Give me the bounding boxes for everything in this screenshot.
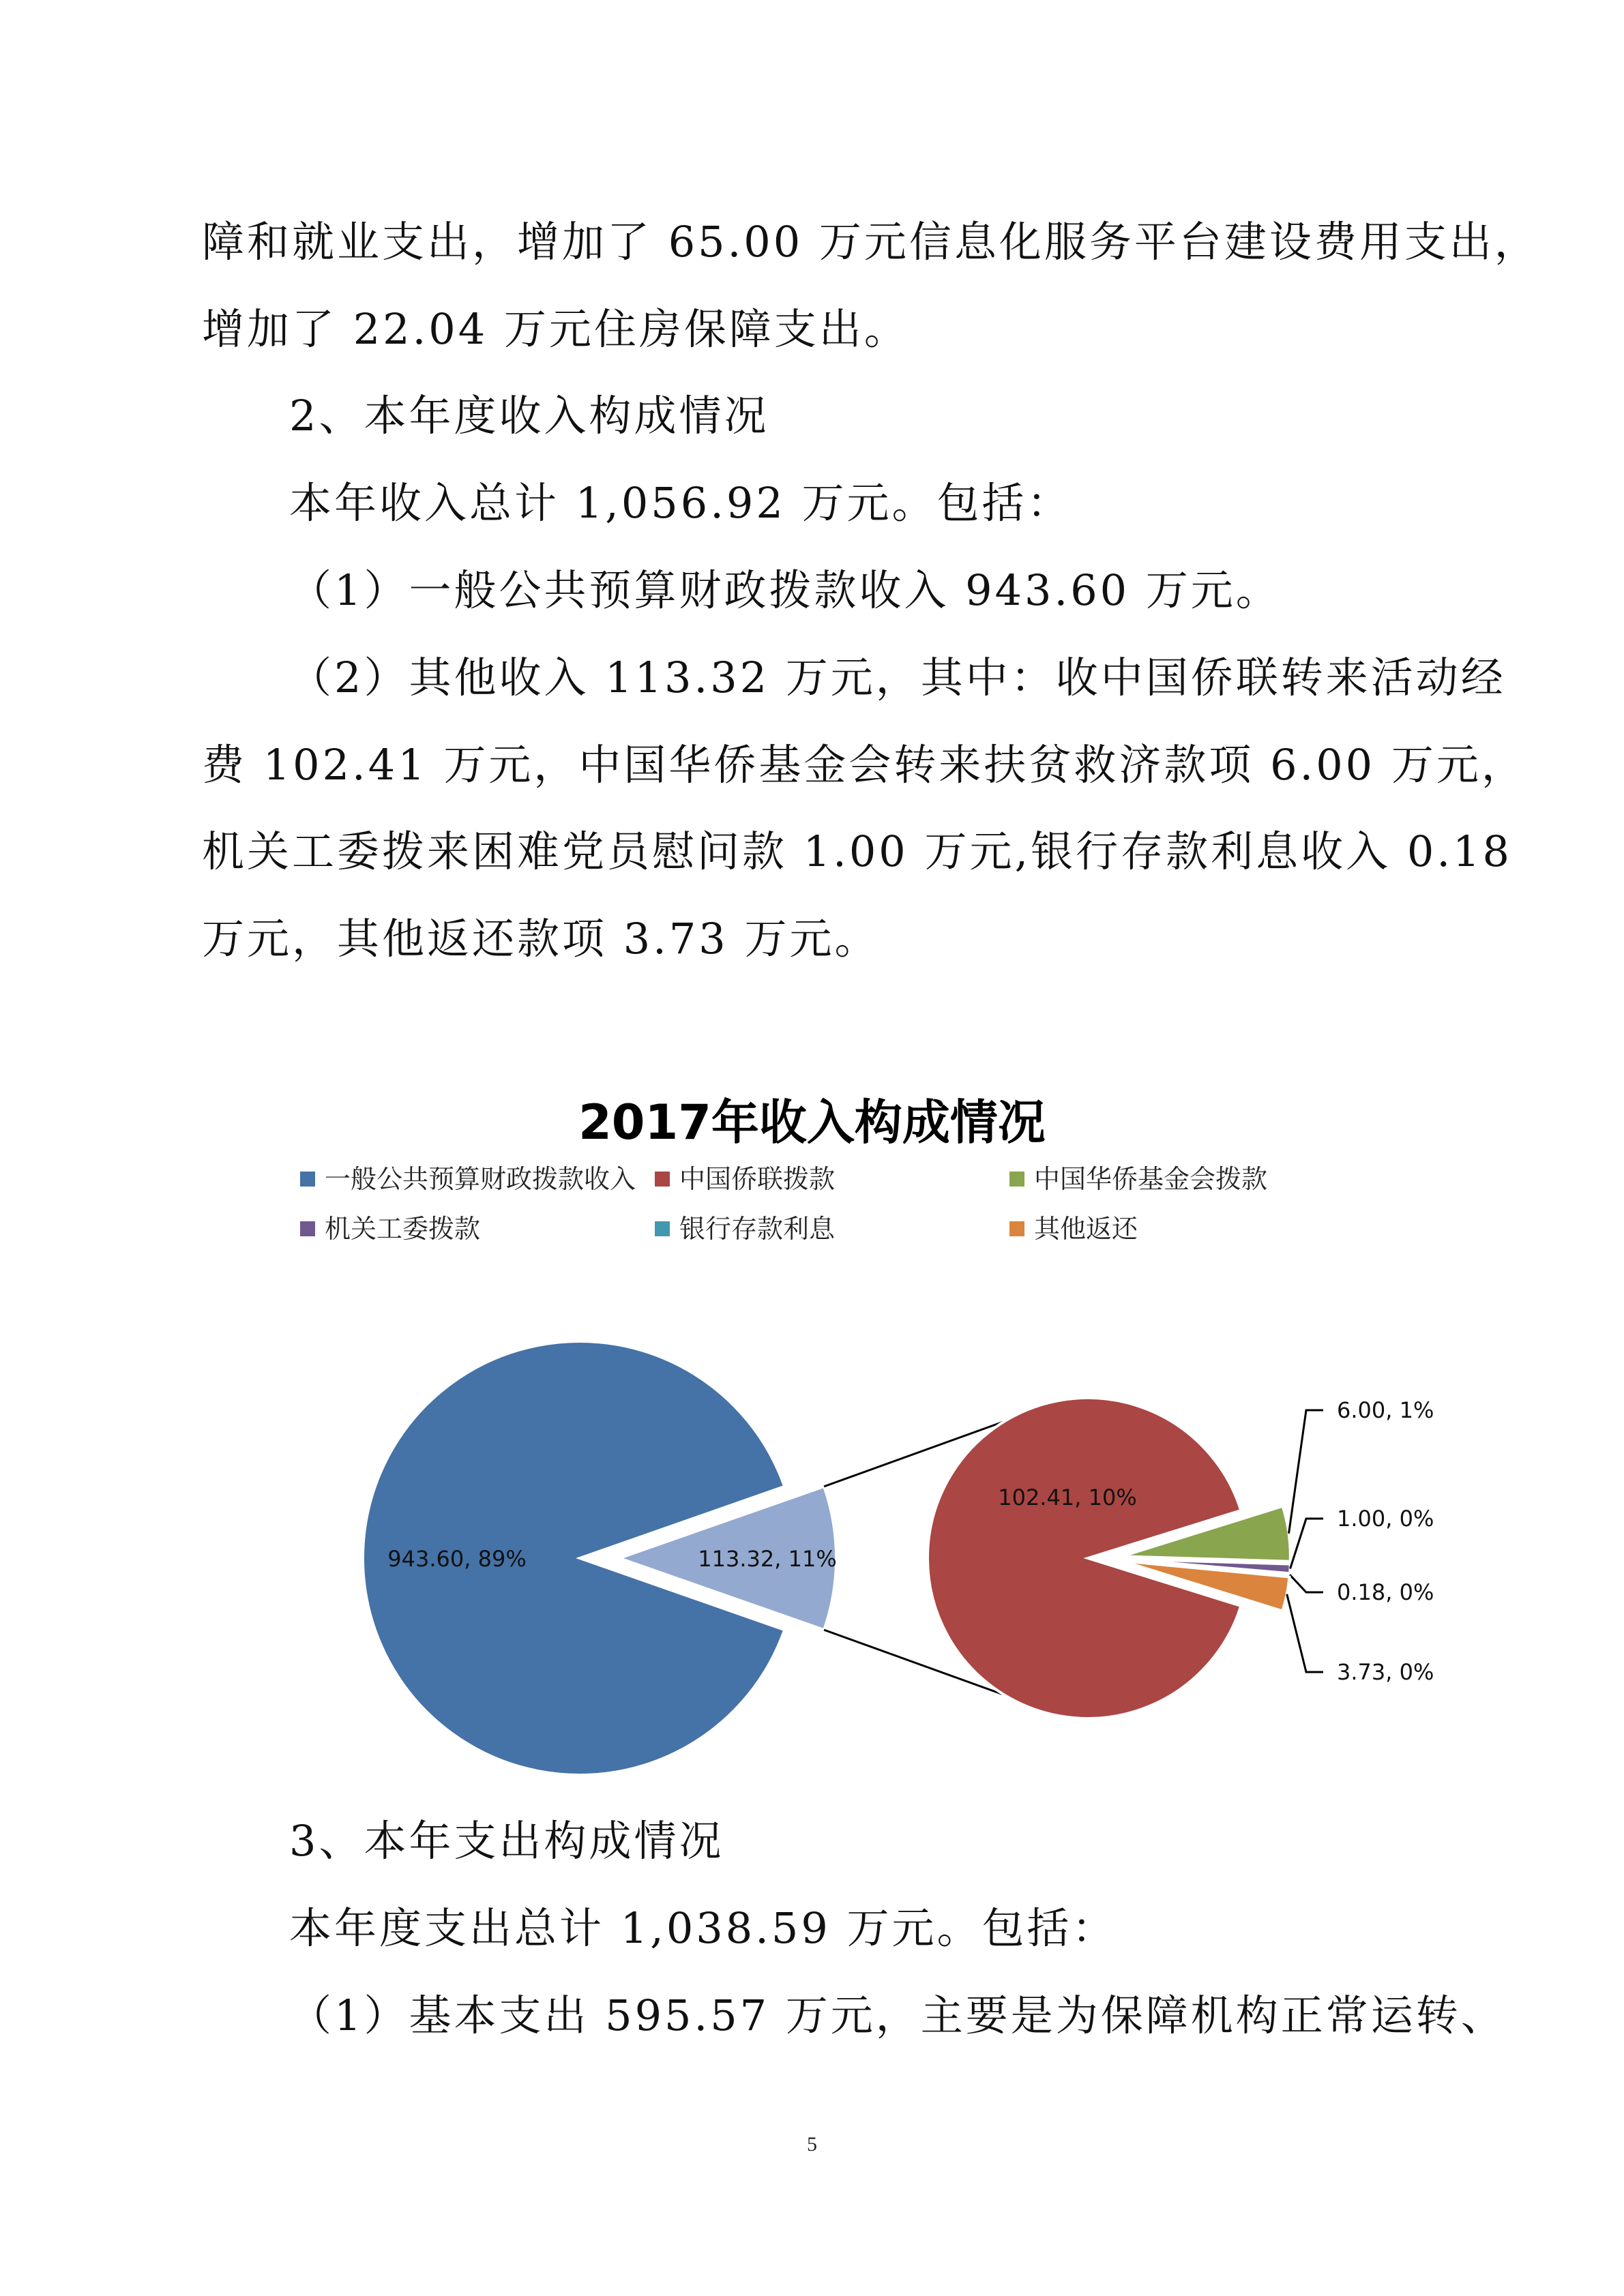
paragraph-line: 本年度支出总计 1,038.59 万元。包括： (289, 1903, 1117, 1953)
paragraph-line: （2）其他收入 113.32 万元，其中：收中国侨联转来活动经 (289, 653, 1506, 702)
paragraph-line: 障和就业支出，增加了 65.00 万元信息化服务平台建设费用支出， (202, 217, 1539, 267)
paragraph-line: 机关工委拨来困难党员慰问款 1.00 万元,银行存款利息收入 0.18 (202, 826, 1512, 876)
paragraph-line: 本年收入总计 1,056.92 万元。包括： (289, 478, 1072, 528)
legend-label: 机关工委拨款 (325, 1214, 481, 1244)
leader-line (1287, 1594, 1323, 1672)
section-heading: 3、本年支出构成情况 (289, 1816, 724, 1866)
leader-line (1289, 1410, 1323, 1534)
data-label-other: 113.32, 11% (698, 1546, 837, 1572)
paragraph-line: 增加了 22.04 万元住房保障支出。 (202, 304, 909, 354)
data-label-small: 0.18, 0% (1337, 1579, 1434, 1605)
data-label-secondary: 102.41, 10% (998, 1485, 1137, 1510)
section-heading: 2、本年度收入构成情况 (289, 391, 769, 441)
data-label-small: 1.00, 0% (1337, 1506, 1434, 1532)
data-label-main: 943.60, 89% (387, 1546, 527, 1572)
page-number: 5 (807, 2133, 817, 2156)
paragraph-line: 费 102.41 万元，中国华侨基金会转来扶贫救济款项 6.00 万元， (202, 740, 1526, 790)
leader-line (1290, 1519, 1323, 1568)
legend-label: 一般公共预算财政拨款收入 (325, 1164, 636, 1194)
paragraph-line: （1）一般公共预算财政拨款收入 943.60 万元。 (289, 565, 1281, 615)
leader-line (1290, 1575, 1323, 1592)
data-label-small: 3.73, 0% (1337, 1659, 1434, 1685)
legend-label: 银行存款利息 (679, 1214, 836, 1244)
legend-label: 中国侨联拨款 (679, 1164, 836, 1194)
legend-label: 中国华侨基金会拨款 (1034, 1164, 1268, 1194)
legend-label: 其他返还 (1034, 1214, 1138, 1244)
paragraph-line: （1）基本支出 595.57 万元，主要是为保障机构正常运转、 (289, 1991, 1506, 2040)
chart-title: 2017年收入构成情况 (578, 1094, 1046, 1150)
paragraph-line: 万元，其他返还款项 3.73 万元。 (202, 914, 880, 964)
data-label-small: 6.00, 1% (1337, 1397, 1434, 1423)
